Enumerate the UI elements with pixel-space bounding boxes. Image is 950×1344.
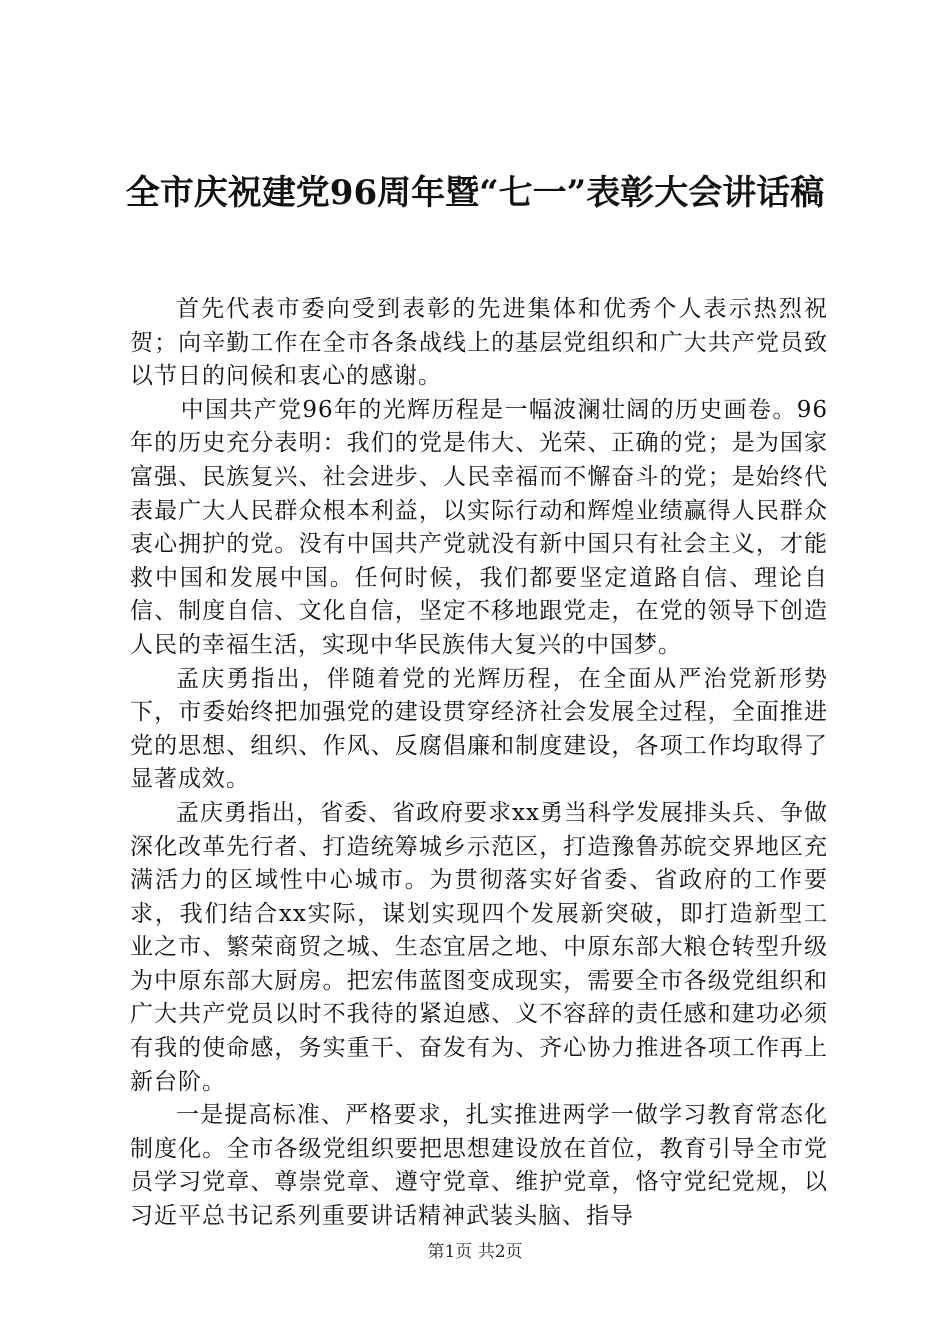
page-footer: 第1页 共2页 <box>427 1242 523 1262</box>
paragraph-5: 一是提高标准、严格要求，扎实推进两学一做学习教育常态化制度化。全市各级党组织要把思想建设放在首位，教育引导全市党员学习党章、尊崇党章、遵守党章、维护党章，恪守党纪党规，以习近平总书记系列重要讲话精神武装头脑、指导 <box>130 1102 828 1230</box>
document-body <box>130 293 828 1234</box>
paragraph-2: 中国共产党96年的光辉历程是一幅波澜壮阔的历史画卷。96年的历史充分表明：我们的党是伟大、光荣、正确的党；是为国家富强、民族复兴、社会进步、人民幸福而不懈奋斗的党；是始终代表最广大人民群众根本利益，以实际行动和辉煌业绩赢得人民群众衷心拥护的党。没有中国共产党就没有新中国只有社会主义，才能救中国和发展中国。任何时候，我们都要坚定道路自信、理论自信、制度自信、文化自信，坚定不移地跟党走，在党的领导下创造人民的幸福生活，实现中华民族伟大复兴的中国梦。 <box>130 396 828 658</box>
paragraph-1: 首先代表市委向受到表彰的先进集体和优秀个人表示热烈祝贺；向辛勤工作在全市各条战线上的基层党组织和广大共产党员致以节日的问候和衷心的感谢。 <box>130 296 828 390</box>
document-title: 全市庆祝建党96周年暨“七一”表彰大会讲话稿 <box>125 173 825 213</box>
paragraph-3: 孟庆勇指出，伴随着党的光辉历程，在全面从严治党新形势下，市委始终把加强党的建设贯穿经济社会发展全过程，全面推进党的思想、组织、作风、反腐倡廉和制度建设，各项工作均取得了显著成效。 <box>130 665 828 793</box>
paragraph-4: 孟庆勇指出，省委、省政府要求xx勇当科学发展排头兵、争做深化改革先行者、打造统筹城乡示范区，打造豫鲁苏皖交界地区充满活力的区域性中心城市。为贯彻落实好省委、省政府的工作要求，我们结合xx实际，谋划实现四个发展新突破，即打造新型工业之市、繁荣商贸之城、生态宜居之地、中原东部大粮仓转型升级为中原东部大厨房。把宏伟蓝图变成现实，需要全市各级党组织和广大共产党员以时不我待的紧迫感、义不容辞的责任感和建功必须有我的使命感，务实重干、奋发有为、齐心协力推进各项工作再上新台阶。 <box>130 799 828 1095</box>
